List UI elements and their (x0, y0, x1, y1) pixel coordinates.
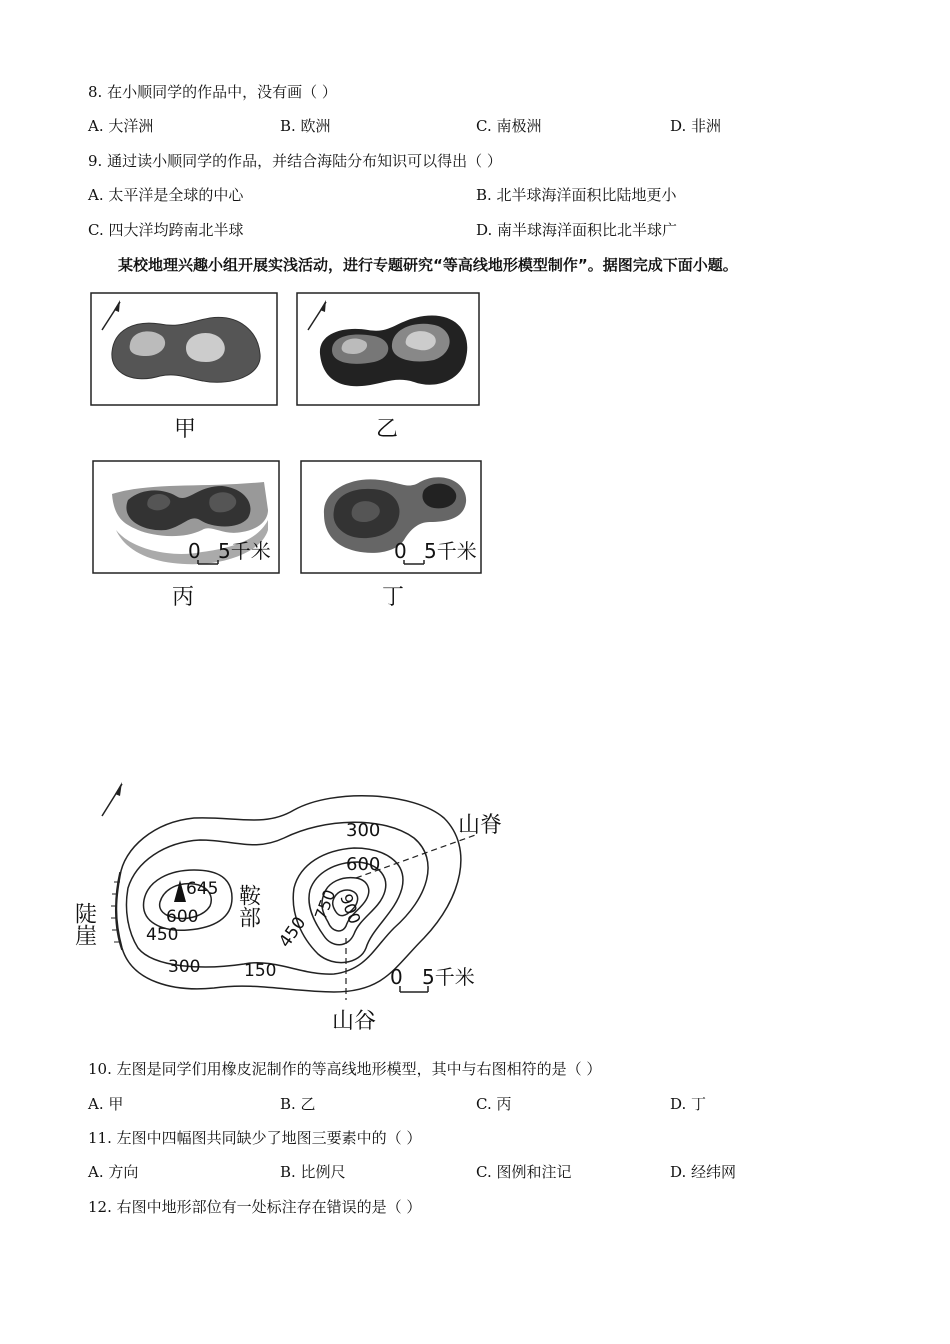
model-jia (90, 292, 278, 442)
contour-label-600-left: 600 (166, 907, 199, 927)
question-11-stem: 11. 左图中四幅图共同缺少了地图三要素中的（ ） (88, 1129, 422, 1147)
contour-label-450-right: 450 (275, 913, 311, 952)
section-intro: 某校地理兴趣小组开展实浅活动，进行专题研究“等高线地形模型制作”。据图完成下面小题。 (118, 256, 738, 274)
model-ding-label: 丁 (382, 585, 405, 610)
bing-scale-zero: 0 (188, 539, 201, 563)
model-yi (296, 292, 480, 442)
ridge-label: 山脊 (458, 813, 503, 838)
model-ding-image (300, 460, 482, 574)
contour-label-450-left: 450 (146, 925, 179, 945)
bing-scale-text: 5千米 (218, 539, 271, 563)
model-ding (300, 460, 482, 610)
cliff-label: 陡崖 (71, 902, 97, 946)
q11-option-c: C. 图例和注记 (476, 1163, 572, 1181)
q10-option-d: D. 丁 (670, 1095, 707, 1113)
north-arrow-icon (102, 782, 122, 816)
q9-option-a: A. 太平洋是全球的中心 (88, 186, 244, 204)
question-10-stem: 10. 左图是同学们用橡皮泥制作的等高线地形模型，其中与右图相符的是（ ） (88, 1060, 602, 1078)
q8-option-b: B. 欧洲 (280, 117, 331, 135)
contour-label-900: 900 (336, 891, 365, 927)
ding-scale-text: 5千米 (424, 539, 477, 563)
q8-option-d: D. 非洲 (670, 117, 722, 135)
contour-label-150: 150 (244, 961, 277, 981)
q8-option-a: A. 大洋洲 (88, 117, 154, 135)
contour-label-750: 750 (310, 887, 340, 923)
contour-map (71, 778, 524, 1042)
q10-option-b: B. 乙 (280, 1095, 316, 1113)
question-9-stem: 9. 通过读小顺同学的作品，并结合海陆分布知识可以得出（ ） (88, 152, 502, 170)
q11-option-d: D. 经纬网 (670, 1163, 737, 1181)
contour-label-300-top: 300 (346, 820, 381, 841)
model-yi-label: 乙 (376, 417, 399, 442)
model-bing (92, 460, 280, 610)
q9-option-b: B. 北半球海洋面积比陆地更小 (476, 186, 677, 204)
q11-option-b: B. 比例尺 (280, 1163, 346, 1181)
saddle-label: 鞍部 (235, 884, 261, 928)
map-scale-text: 5千米 (422, 965, 475, 989)
valley-label: 山谷 (332, 1009, 377, 1034)
q9-option-c: C. 四大洋均跨南北半球 (88, 221, 244, 239)
map-scale-zero: 0 (390, 965, 403, 989)
contour-label-300-bottom: 300 (168, 957, 201, 977)
question-12-stem: 12. 右图中地形部位有一处标注存在错误的是（ ） (88, 1198, 422, 1216)
q8-option-c: C. 南极洲 (476, 117, 542, 135)
q11-option-a: A. 方向 (88, 1163, 139, 1181)
q10-option-c: C. 丙 (476, 1095, 512, 1113)
ding-scale-zero: 0 (394, 539, 407, 563)
contour-label-600-right: 600 (346, 854, 381, 875)
model-bing-image (92, 460, 280, 574)
model-jia-image (90, 292, 278, 406)
contour-map-image (71, 778, 524, 1038)
model-jia-label: 甲 (174, 417, 197, 442)
q10-option-a: A. 甲 (88, 1095, 124, 1113)
question-8-stem: 8. 在小顺同学的作品中，没有画（ ） (88, 83, 337, 101)
model-bing-label: 丙 (172, 585, 195, 610)
contour-label-645: 645 (186, 879, 219, 899)
model-yi-image (296, 292, 480, 406)
q9-option-d: D. 南半球海洋面积比北半球广 (476, 221, 678, 239)
